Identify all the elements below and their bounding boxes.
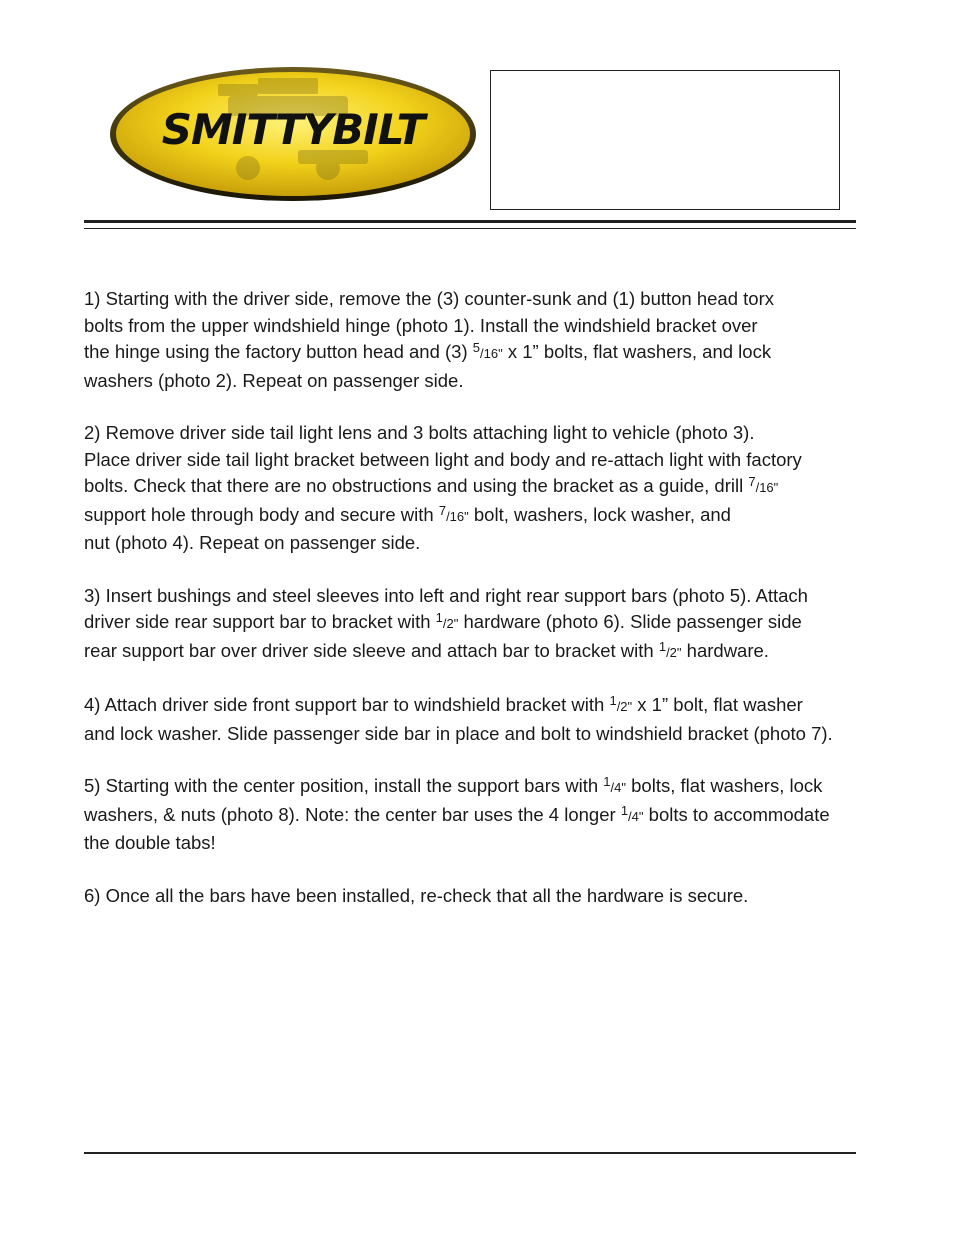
line-text-before: support hole through body and secure with bbox=[84, 503, 439, 525]
fraction-numerator: 1 bbox=[435, 610, 443, 625]
fraction bbox=[439, 504, 469, 525]
fraction-numerator: 1 bbox=[603, 774, 611, 789]
fraction-denominator: /2" bbox=[442, 616, 459, 631]
instruction-line bbox=[84, 802, 914, 831]
line-text-before: rear support bar over driver side sleeve and attach bar to bracket with bbox=[84, 639, 659, 661]
fraction-denominator: /2" bbox=[616, 699, 633, 714]
logo-wordmark: SMITTYBILT bbox=[161, 105, 425, 154]
instruction-line: 1) Starting with the driver side, remove the (3) counter-sunk and (1) button head torx bbox=[84, 288, 774, 309]
fraction bbox=[603, 775, 626, 796]
fraction-denominator: /2" bbox=[666, 644, 682, 660]
smittybilt-logo bbox=[108, 64, 478, 204]
instruction-line bbox=[84, 638, 914, 667]
instruction-step bbox=[84, 583, 914, 667]
instruction-step bbox=[84, 420, 914, 557]
header-divider-thin bbox=[84, 228, 856, 229]
instruction-line: 3) Insert bushings and steel sleeves into left and right rear support bars (photo 5). Attach bbox=[84, 584, 808, 606]
line-text-before: 5) Starting with the center position, install the support bars with bbox=[84, 775, 604, 796]
fraction-numerator: 5 bbox=[472, 340, 481, 355]
line-text-before: bolts. Check that there are no obstructions and using the bracket as a guide, drill bbox=[84, 475, 749, 496]
line-text-after: bolt, washers, lock washer, and bbox=[468, 503, 731, 525]
header-info-box bbox=[490, 70, 840, 210]
line-text-after: bolts, flat washers, lock bbox=[626, 775, 823, 796]
instruction-line: Place driver side tail light bracket between light and body and re-attach light with factory bbox=[84, 448, 802, 470]
instruction-line: washers (photo 2). Repeat on passenger side. bbox=[84, 369, 464, 391]
line-text-after: hardware (photo 6). Slide passenger side bbox=[458, 611, 802, 632]
line-text-before: 4) Attach driver side front support bar to windshield bracket with bbox=[84, 694, 610, 715]
line-text-before: the hinge using the factory button head and (3) bbox=[84, 341, 473, 362]
instruction-step bbox=[84, 773, 914, 857]
line-text-after: bolts to accommodate bbox=[643, 803, 830, 825]
instruction-line bbox=[84, 502, 914, 531]
instruction-steps bbox=[84, 286, 914, 909]
instruction-line bbox=[84, 692, 914, 721]
fraction bbox=[609, 694, 632, 715]
line-text-after: x 1” bolt, flat washer bbox=[632, 694, 803, 715]
fraction-denominator: /16" bbox=[446, 508, 469, 524]
line-text-before: washers, & nuts (photo 8). Note: the center bar uses the 4 longer bbox=[84, 803, 621, 825]
instruction-line: the double tabs! bbox=[84, 832, 216, 853]
fraction-numerator: 1 bbox=[620, 802, 629, 818]
instruction-step bbox=[84, 692, 914, 747]
fraction-denominator: /16" bbox=[480, 346, 503, 361]
fraction-denominator: /4" bbox=[610, 780, 626, 795]
instruction-line: and lock washer. Slide passenger side bar in place and bolt to windshield bracket (photo 7). bbox=[84, 722, 833, 744]
instruction-step bbox=[84, 883, 914, 910]
fraction-numerator: 1 bbox=[658, 638, 667, 654]
fraction-numerator: 7 bbox=[438, 502, 447, 518]
instruction-line: 2) Remove driver side tail light lens and 3 bolts attaching light to vehicle (photo 3). bbox=[84, 422, 755, 443]
instruction-step bbox=[84, 286, 914, 394]
fraction-numerator: 1 bbox=[609, 693, 617, 708]
fraction bbox=[621, 804, 644, 825]
line-text-before: driver side rear support bar to bracket with bbox=[84, 611, 436, 632]
header-divider bbox=[84, 220, 856, 223]
fraction bbox=[659, 640, 682, 661]
fraction bbox=[473, 341, 503, 362]
fraction bbox=[748, 475, 778, 496]
fraction bbox=[436, 611, 459, 632]
fraction-numerator: 7 bbox=[748, 474, 756, 489]
fraction-denominator: /16" bbox=[755, 480, 779, 495]
line-text-after: x 1” bolts, flat washers, and lock bbox=[502, 341, 772, 362]
instruction-line: bolts from the upper windshield hinge (photo 1). Install the windshield bracket over bbox=[84, 314, 758, 336]
fraction-denominator: /4" bbox=[628, 808, 644, 824]
instruction-line: 6) Once all the bars have been installed, re-check that all the hardware is secure. bbox=[84, 884, 749, 906]
line-text-after: hardware. bbox=[681, 639, 769, 661]
instruction-line bbox=[84, 773, 914, 802]
instruction-line bbox=[84, 473, 914, 502]
instruction-line: nut (photo 4). Repeat on passenger side. bbox=[84, 532, 421, 553]
footer-divider bbox=[84, 1152, 856, 1154]
instruction-line bbox=[84, 339, 914, 368]
instruction-line bbox=[84, 609, 914, 638]
